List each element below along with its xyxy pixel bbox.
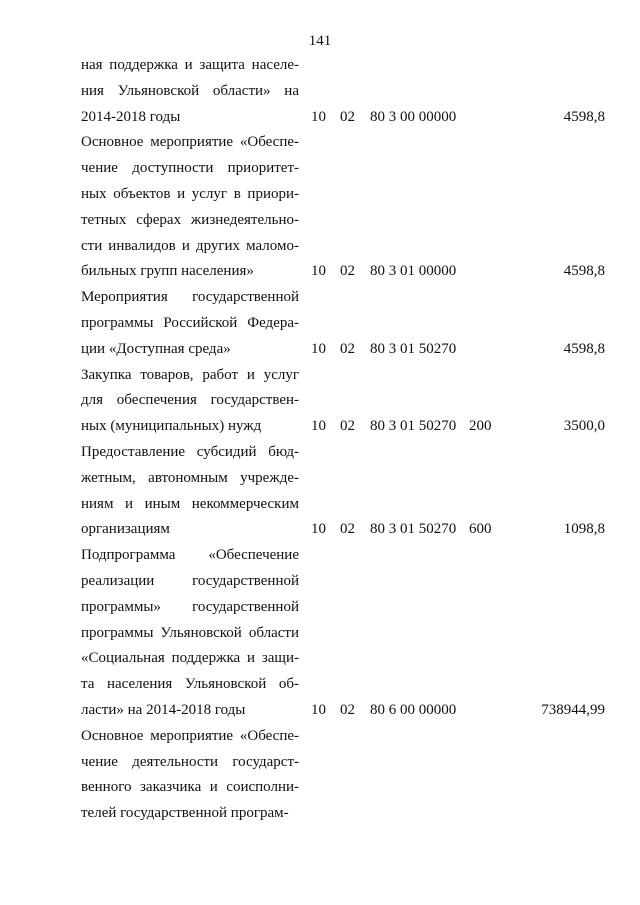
podrazdel-cell: 02 [340, 702, 355, 718]
amount-cell: 4598,8 [563, 263, 605, 280]
expense-type-cell: 200 [469, 418, 492, 435]
target-article-cell: 80 3 00 00000 [370, 108, 457, 125]
description-line: Основное мероприятие «Обеспе- [81, 134, 299, 151]
description-line: ния Ульяновской области» на [81, 82, 299, 99]
description-line: ных (муниципальных) нужд [81, 418, 262, 435]
description-line: Предоставление субсидий бюд- [81, 444, 299, 460]
description-line: ласти» на 2014-2018 годы [81, 702, 246, 718]
description-line: программы Ульяновской области [81, 624, 299, 641]
podrazdel-cell: 02 [340, 340, 355, 357]
description-line: 2014-2018 годы [81, 108, 181, 125]
description-line: программы Российской Федера- [81, 315, 299, 331]
razdel-cell: 10 [311, 418, 326, 435]
description-line: Закупка товаров, работ и услуг [81, 366, 299, 383]
description-line: ных объектов и услуг в приори- [81, 186, 299, 202]
description-line: чение доступности приоритет- [81, 160, 299, 177]
description-line: организациям [81, 521, 170, 538]
razdel-cell: 10 [311, 521, 326, 538]
description-line: телей государственной програм- [81, 805, 289, 822]
description-line: бильных групп населения» [81, 263, 254, 280]
razdel-cell: 10 [311, 340, 326, 357]
target-article-cell: 80 3 01 00000 [370, 263, 457, 280]
description-line: чение деятельности государст- [81, 753, 299, 770]
description-line: Мероприятия государственной [81, 289, 299, 306]
amount-cell: 3500,0 [563, 418, 605, 435]
description-line: та населения Ульяновской об- [81, 676, 299, 693]
description-line: «Социальная поддержка и защи- [81, 650, 299, 667]
description-line: ции «Доступная среда» [81, 340, 231, 357]
description-line: Подпрограмма «Обеспечение [81, 547, 299, 564]
podrazdel-cell: 02 [340, 108, 355, 125]
razdel-cell: 10 [311, 108, 326, 125]
amount-cell: 4598,8 [563, 340, 605, 357]
description-line: сти инвалидов и других маломо- [81, 237, 299, 254]
razdel-cell: 10 [311, 263, 326, 280]
target-article-cell: 80 6 00 00000 [370, 702, 457, 718]
target-article-cell: 80 3 01 50270 [370, 521, 457, 538]
expense-type-cell: 600 [469, 521, 492, 538]
page-number: 141 [308, 33, 332, 49]
description-line: венного заказчика и соисполни- [81, 779, 299, 796]
podrazdel-cell: 02 [340, 418, 355, 435]
description-line: ниям и иным некоммерческим [81, 495, 299, 512]
description-line: программы» государственной [81, 598, 299, 615]
description-line: жетным, автономным учрежде- [81, 469, 299, 486]
target-article-cell: 80 3 01 50270 [370, 340, 457, 357]
description-line: ная поддержка и защита населе- [81, 57, 299, 73]
amount-cell: 1098,8 [563, 521, 605, 538]
podrazdel-cell: 02 [340, 521, 355, 538]
target-article-cell: 80 3 01 50270 [370, 418, 457, 435]
description-line: Основное мероприятие «Обеспе- [81, 727, 299, 744]
description-line: для обеспечения государствен- [81, 392, 299, 409]
description-line: реализации государственной [81, 573, 299, 589]
description-line: тетных сферах жизнедеятельно- [81, 211, 299, 228]
amount-cell: 4598,8 [563, 108, 605, 125]
razdel-cell: 10 [311, 702, 326, 718]
amount-cell: 738944,99 [541, 702, 605, 718]
podrazdel-cell: 02 [340, 263, 355, 280]
